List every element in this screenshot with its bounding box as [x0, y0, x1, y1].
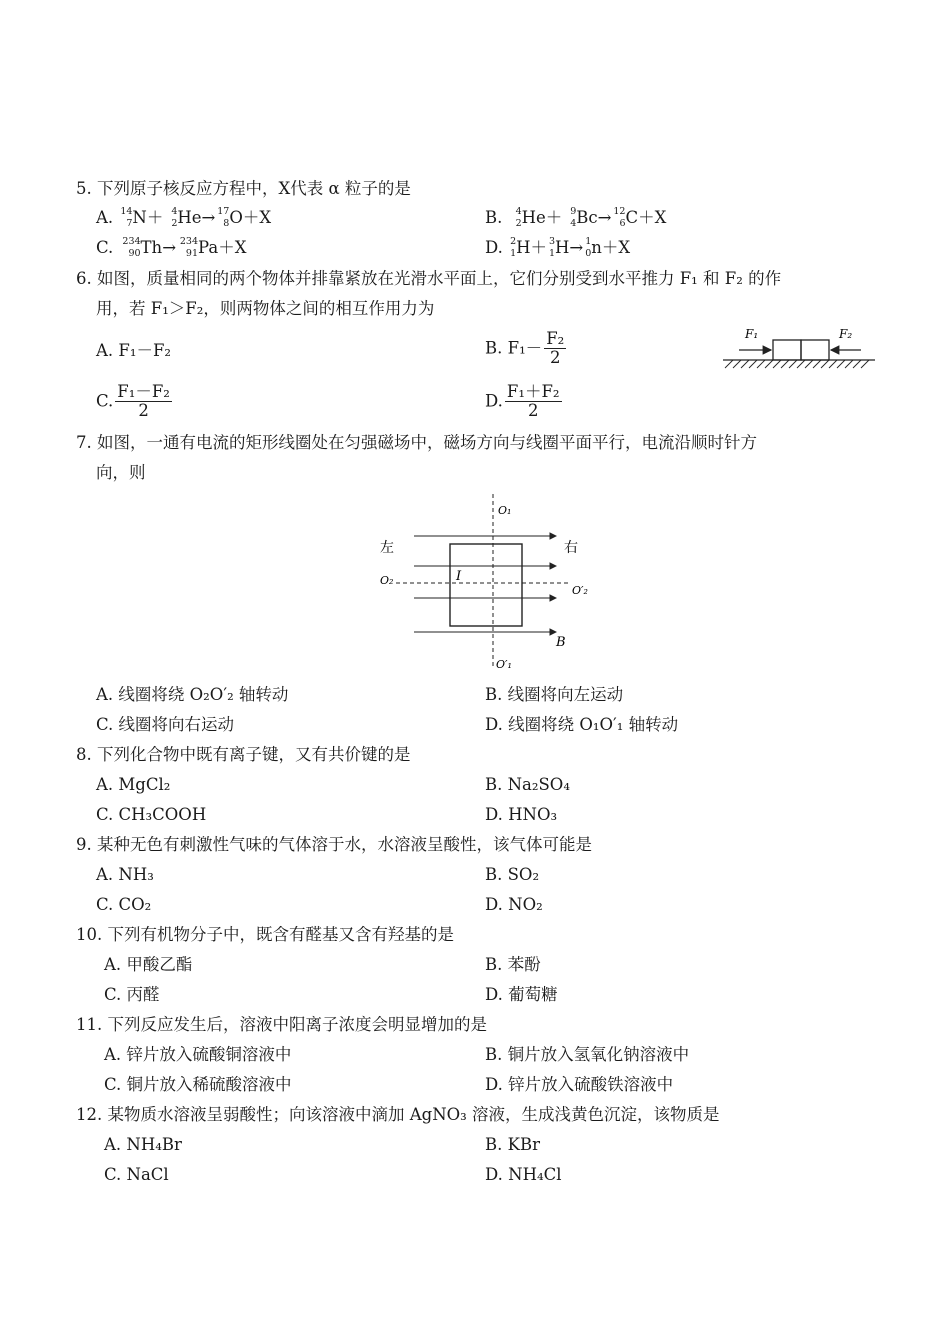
q12-stem: 12. 某物质水溶液呈弱酸性；向该溶液中滴加 AgNO₃ 溶液，生成浅黄色沉淀，该物质是	[76, 1105, 720, 1124]
q5-option-d[interactable]: D. 2 1 H＋ 3 1 H→ 1 0 n＋X	[485, 236, 631, 259]
q11-option-d[interactable]: D. 锌片放入硫酸铁溶液中	[485, 1075, 674, 1094]
q8-option-a[interactable]: A. MgCl₂	[96, 775, 171, 794]
q9-option-d[interactable]: D. NO₂	[485, 895, 543, 914]
q12-option-a[interactable]: A. NH₄Br	[104, 1135, 182, 1154]
arrow-icon: →	[569, 238, 584, 257]
ground-hatch	[725, 360, 869, 368]
q11-option-a[interactable]: A. 锌片放入硫酸铜溶液中	[104, 1045, 292, 1064]
arrow-icon: →	[162, 238, 177, 257]
q11-stem: 11. 下列反应发生后，溶液中阳离子浓度会明显增加的是	[76, 1015, 487, 1034]
q11-option-c[interactable]: C. 铜片放入稀硫酸溶液中	[104, 1075, 292, 1094]
fraction: $\frac{\text{F₁－F₂}}{2}$	[117, 382, 170, 420]
q7-option-d[interactable]: D. 线圈将绕 O₁O′₁ 轴转动	[485, 715, 679, 734]
block-right	[801, 340, 829, 360]
nuclide: 4 2	[515, 206, 522, 229]
q7-coil-diagram	[370, 490, 590, 680]
label-o1-prime: O′₁	[496, 658, 512, 671]
q9-option-a[interactable]: A. NH₃	[96, 865, 154, 884]
label-current: I	[456, 569, 462, 584]
block-left	[773, 340, 801, 360]
q7-option-a[interactable]: A. 线圈将绕 O₂O′₂ 轴转动	[96, 685, 289, 704]
force-f2-label: F₂	[839, 327, 853, 341]
q5-stem: 5. 下列原子核反应方程中，X代表 α 粒子的是	[76, 179, 411, 198]
q12-option-c[interactable]: C. NaCl	[104, 1165, 169, 1184]
q7-stem-line1: 7. 如图，一通有电流的矩形线圈处在匀强磁场中，磁场方向与线圈平面平行，电流沿顺时针方	[76, 433, 757, 452]
q6-option-c[interactable]: C. $\frac{\text{F₁－F₂}}{2}$	[96, 382, 170, 420]
q7-option-b[interactable]: B. 线圈将向左运动	[485, 685, 624, 704]
q6-option-b[interactable]: B. F₁－ $\frac{\text{F₂}}{2}$	[485, 329, 565, 367]
label-right: 右	[564, 540, 578, 556]
q9-option-c[interactable]: C. CO₂	[96, 895, 152, 914]
label-o1: O₁	[498, 504, 512, 517]
q7-stem-line2: 向，则	[96, 463, 146, 482]
rectangular-coil	[450, 544, 522, 626]
force-f1-label: F₁	[745, 327, 759, 341]
q10-option-a[interactable]: A. 甲酸乙酯	[104, 955, 193, 974]
nuclide: 17 8	[217, 206, 230, 229]
q10-option-c[interactable]: C. 丙醛	[104, 985, 160, 1004]
nuclide: 12 6	[613, 206, 626, 229]
q11-option-b[interactable]: B. 铜片放入氢氧化钠溶液中	[485, 1045, 690, 1064]
q6-stem-line1: 6. 如图，质量相同的两个物体并排靠紧放在光滑水平面上，它们分别受到水平推力 F₁ 和 F₂ 的作	[76, 269, 782, 288]
q7-option-c[interactable]: C. 线圈将向右运动	[96, 715, 235, 734]
q10-option-d[interactable]: D. 葡萄糖	[485, 985, 558, 1004]
q10-option-b[interactable]: B. 苯酚	[485, 955, 541, 974]
q6-option-a[interactable]: A. F₁－F₂	[96, 341, 172, 360]
label-left: 左	[380, 540, 394, 556]
arrow-icon: →	[201, 208, 216, 227]
q8-option-d[interactable]: D. HNO₃	[485, 805, 558, 824]
nuclide: 1 0	[585, 236, 592, 259]
nuclide: 234 91	[179, 236, 199, 259]
q8-option-b[interactable]: B. Na₂SO₄	[485, 775, 570, 794]
fraction: $\frac{\text{F₁＋F₂}}{2}$	[506, 382, 560, 420]
q6-force-diagram	[715, 322, 880, 377]
q12-option-d[interactable]: D. NH₄Cl	[485, 1165, 562, 1184]
nuclide: 14 7	[120, 206, 133, 229]
q12-option-b[interactable]: B. KBr	[485, 1135, 540, 1154]
nuclide: 4 2	[171, 206, 178, 229]
q6-stem-line2: 用，若 F₁＞F₂，则两物体之间的相互作用力为	[96, 299, 435, 318]
nuclide: 2 1	[510, 236, 517, 259]
q5-option-a[interactable]: A. 14 7 N＋ 4 2 He→ 17 8 O＋X	[96, 206, 272, 229]
q9-option-b[interactable]: B. SO₂	[485, 865, 540, 884]
q9-stem: 9. 某种无色有刺激性气味的气体溶于水，水溶液呈酸性，该气体可能是	[76, 835, 592, 854]
label-field-b: B	[556, 635, 566, 650]
nuclide: 9 4	[570, 206, 577, 229]
q6-option-d[interactable]: D. $\frac{\text{F₁＋F₂}}{2}$	[485, 382, 560, 420]
q8-stem: 8. 下列化合物中既有离子键，又有共价键的是	[76, 745, 411, 764]
q8-option-c[interactable]: C. CH₃COOH	[96, 805, 207, 824]
label-o2: O₂	[380, 574, 394, 587]
q5-option-c[interactable]: C. 234 90 Th→ 234 91 Pa＋X	[96, 236, 247, 259]
label-o2-prime: O′₂	[572, 584, 588, 597]
q10-stem: 10. 下列有机物分子中，既含有醛基又含有羟基的是	[76, 925, 454, 944]
arrow-icon: →	[597, 208, 612, 227]
nuclide: 3 1	[548, 236, 556, 259]
q5-option-b[interactable]: B. 4 2 He＋ 9 4 Bc→ 12 6 C＋X	[485, 206, 667, 229]
nuclide: 234 90	[122, 236, 141, 259]
fraction: $\frac{\text{F₂}}{2}$	[546, 329, 565, 367]
